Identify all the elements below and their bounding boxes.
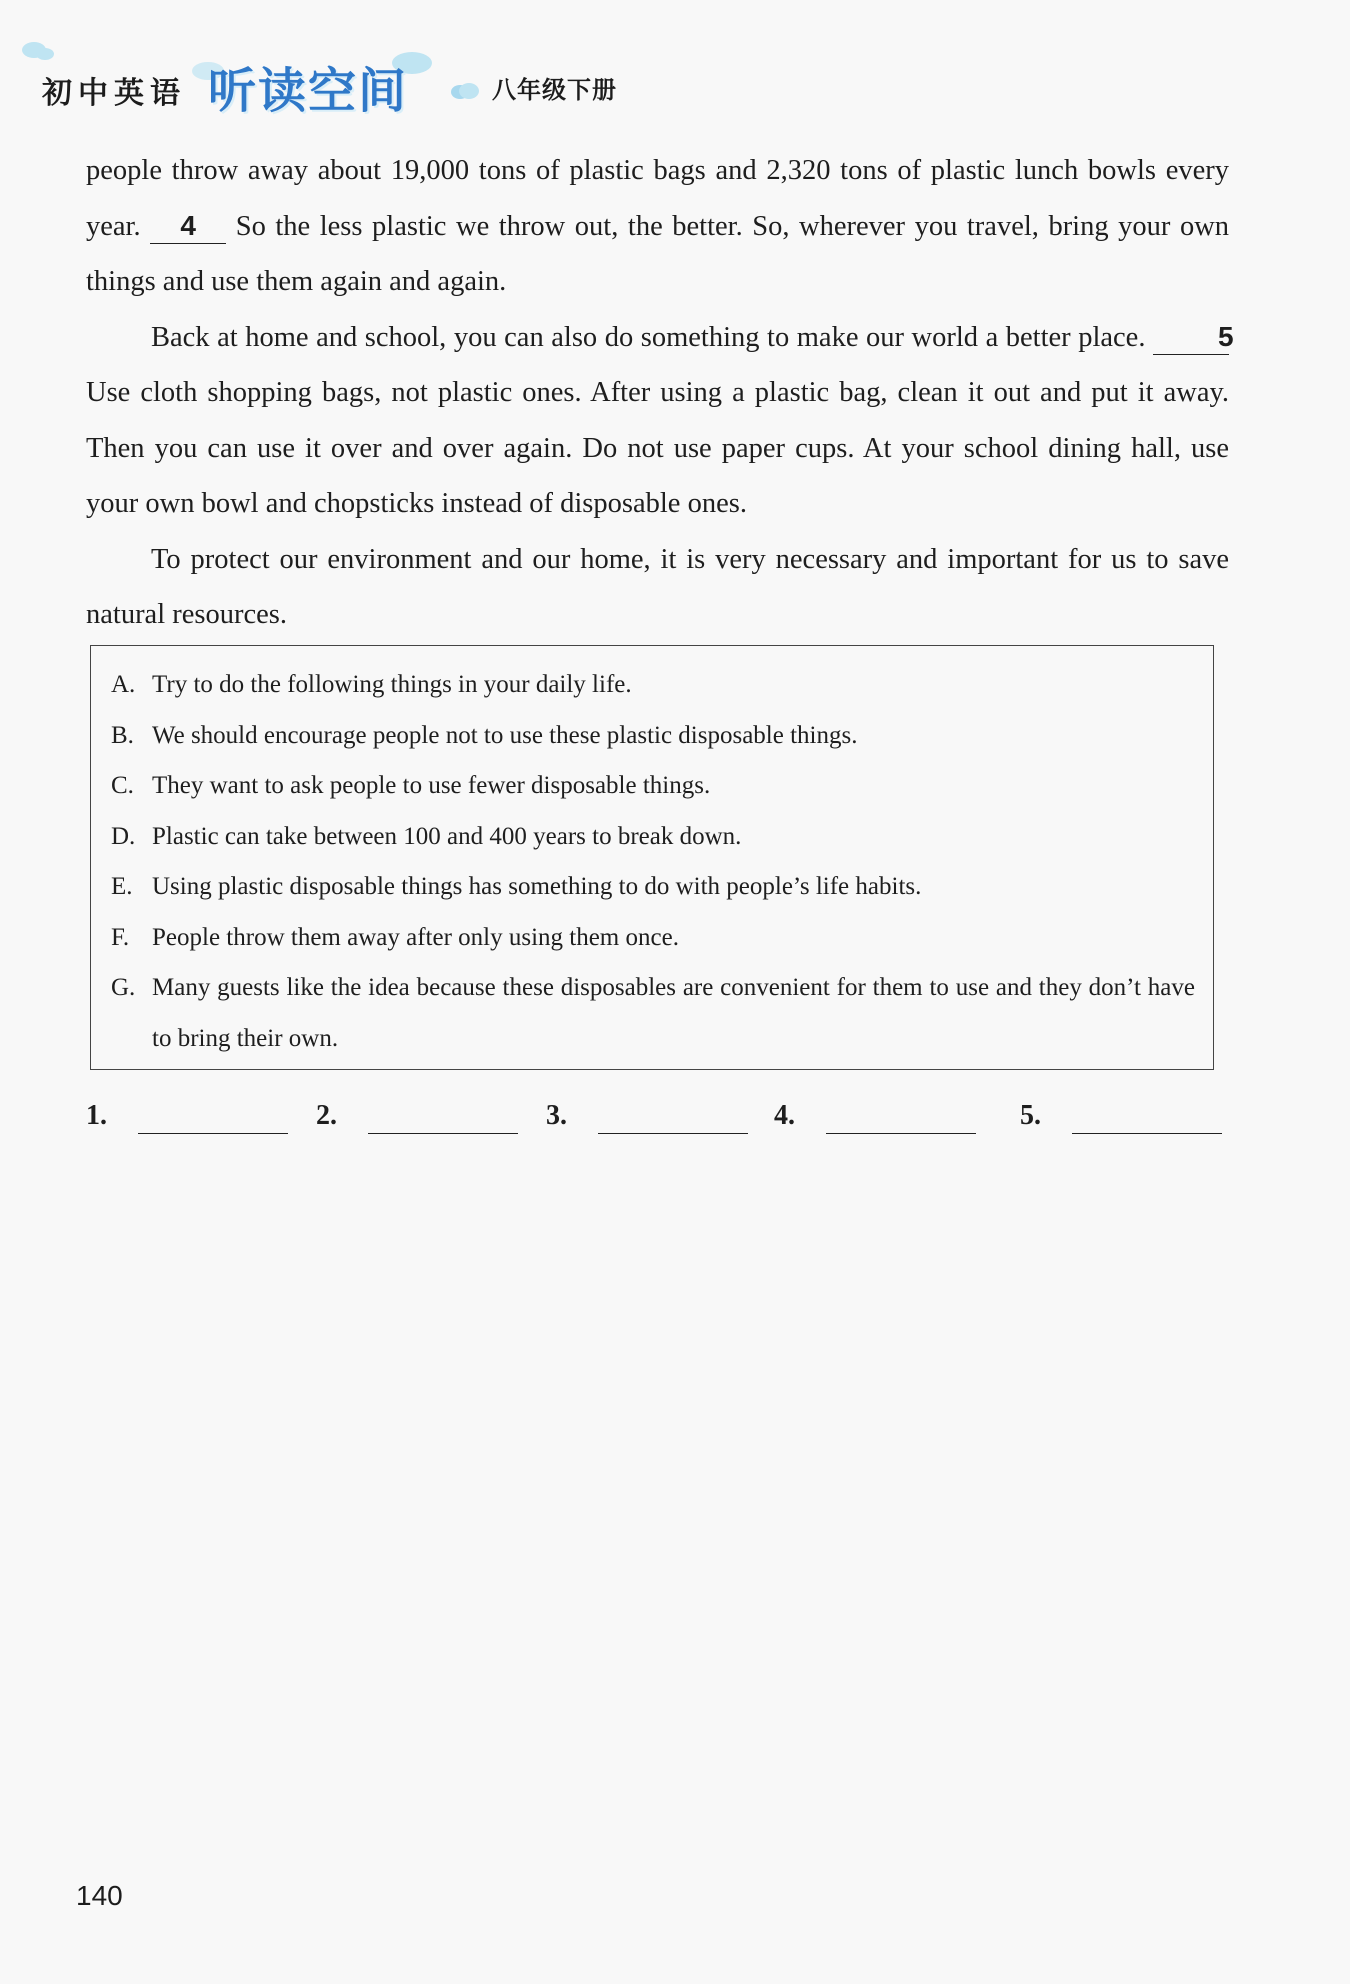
passage [86,143,1234,643]
blank-5[interactable]: 5 [1153,320,1229,355]
answer-number: 1. [86,1100,107,1131]
option-d [111,812,1195,863]
paragraph-1-part-b: So the less plastic we throw out, the better. So, wherever you travel, bring your own things and use them again and again. [86,210,1230,297]
answer-row [86,1098,1230,1138]
paragraph-3: To protect our environment and our home, it is very necessary and important for us to save natural resources. [86,543,1229,630]
option-text: Try to do the following things in your daily life. [152,671,632,698]
option-letter: G. [111,974,136,1001]
page-number: 140 [76,1880,123,1911]
answer-blank-5[interactable] [1072,1133,1222,1134]
page-header [22,42,722,122]
paragraph-1 [86,143,1229,310]
answer-number: 5. [1020,1100,1041,1131]
option-text: Plastic can take between 100 and 400 years to break down. [152,822,742,850]
option-e [111,862,1195,913]
option-c [111,761,1195,812]
options-box [90,645,1214,1070]
blank-4[interactable]: 4 [150,209,226,244]
option-text: Using plastic disposable things has something to do with people’s life habits. [152,873,922,900]
grade-label: 八年级下册 [492,76,617,104]
option-letter: F. [111,923,130,951]
answer-blank-4[interactable] [826,1133,976,1134]
paragraph-2-part-b: Use cloth shopping bags, not plastic ones. After using a plastic bag, clean it out and put it away. Then you can use it over and over again. Do not use paper cups. At your school dining hall, use your own bowl and chopsticks instead of disposable ones. [86,377,1229,519]
cloud-decoration [36,48,54,60]
option-text: People throw them away after only using them once. [152,923,679,951]
option-text: We should encourage people not to use these plastic disposable things. [152,721,858,749]
option-text: They want to ask people to use fewer disposable things. [152,772,711,799]
option-b [111,711,1195,762]
paragraph-2 [86,310,1234,532]
option-letter: A. [111,671,136,698]
option-a [111,660,1195,711]
answer-blank-1[interactable] [138,1133,288,1134]
answer-number: 3. [546,1100,567,1131]
option-letter: C. [111,772,134,799]
option-letter: E. [111,873,133,900]
option-g [111,963,1195,1064]
answer-number: 4. [774,1100,795,1131]
answer-blank-3[interactable] [598,1133,748,1134]
option-letter: D. [111,822,136,850]
option-f [111,913,1195,964]
answer-number: 2. [316,1100,337,1131]
paragraph-2-part-a: Back at home and school, you can also do something to make our world a better place. [151,321,1146,353]
brand-logo: 听读空间 [208,63,409,119]
paragraph-1-part-a: people throw away about 19,000 tons of plastic bags and 2,320 tons of plastic lunch bowls every year. [86,155,1229,242]
option-text: Many guests like the idea because these disposables are convenient for them to use and they don’t have to bring their own. [152,974,1195,1052]
series-title: 初中英语 [42,76,186,111]
option-letter: B. [111,721,134,749]
answer-blank-2[interactable] [368,1133,518,1134]
cloud-icon [450,82,480,100]
